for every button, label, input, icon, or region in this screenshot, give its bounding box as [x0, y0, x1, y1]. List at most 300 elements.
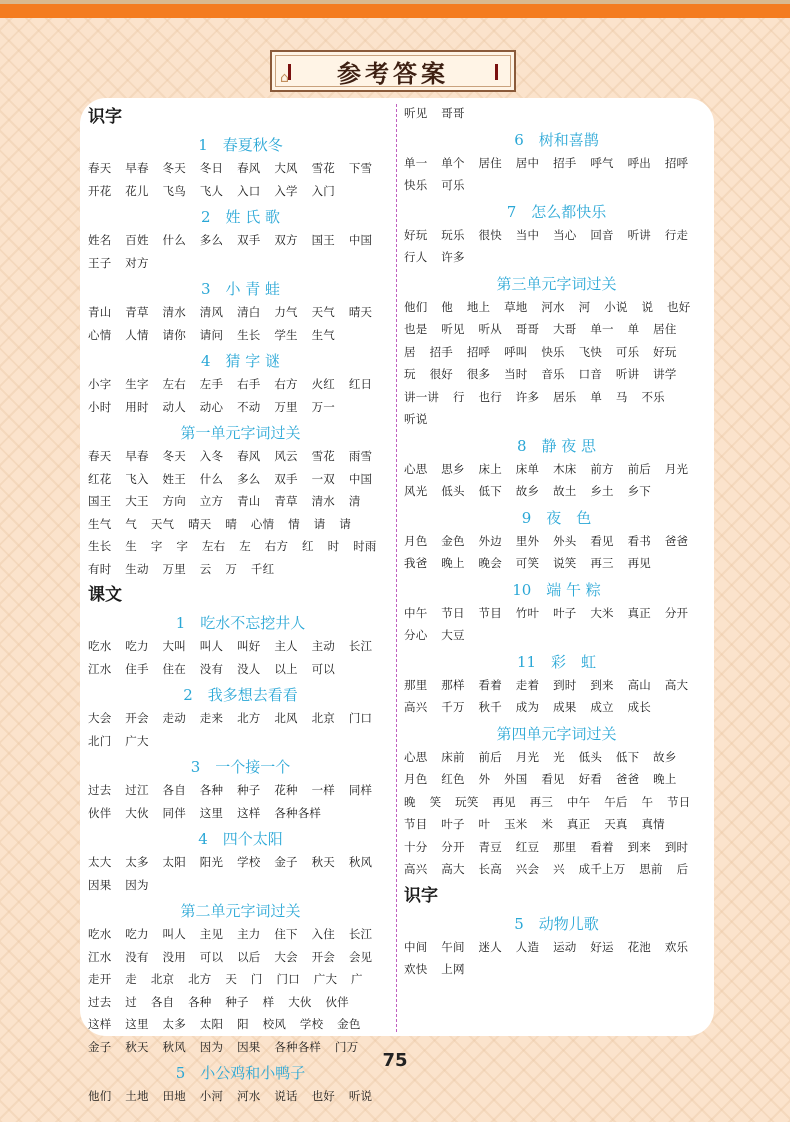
word-item: 前后 — [478, 749, 502, 764]
word-item: 红豆 — [515, 839, 540, 854]
word-item: 立方 — [199, 494, 224, 508]
word-item: 同伴 — [162, 805, 186, 820]
word-item: 风云 — [274, 449, 298, 463]
word-item: 十分 — [404, 839, 428, 854]
word-item: 大叫 — [162, 639, 186, 653]
word-item: 没用 — [162, 949, 186, 964]
word-item: 上网 — [441, 962, 465, 976]
word-item: 万里 — [274, 399, 298, 414]
word-item: 分开 — [664, 605, 689, 620]
word-item: 爸爸 — [615, 772, 640, 786]
word-item: 开花 — [88, 183, 112, 198]
word-item: 飞入 — [125, 471, 149, 486]
word-item: 故乡 — [515, 484, 540, 498]
lesson-title: 8 静 夜 思 — [516, 436, 597, 455]
word-item: 大风 — [274, 161, 298, 175]
word-item: 入冬 — [199, 449, 224, 463]
word-item: 左右 — [162, 377, 186, 391]
word-item: 北风 — [274, 711, 298, 725]
word-item: 各种 — [199, 783, 224, 797]
word-item: 伙伴 — [88, 805, 112, 820]
lesson-title: 3 小 青 蛙 — [200, 280, 281, 298]
word-item: 大豆 — [441, 628, 465, 642]
word-item: 招手 — [429, 344, 453, 359]
word-item: 多么 — [199, 233, 224, 247]
word-item: 外国 — [504, 772, 528, 786]
word-item: 许多 — [515, 389, 540, 404]
word-item: 走着 — [515, 677, 540, 692]
word-item: 过 — [125, 994, 137, 1009]
word-item: 故土 — [553, 484, 577, 498]
lesson-title: 11 彩 虹 — [516, 652, 597, 671]
word-item: 对方 — [125, 255, 149, 270]
word-item: 冬天 — [162, 449, 186, 463]
word-item: 玩乐 — [441, 227, 465, 242]
word-list — [404, 936, 709, 981]
word-item: 床前 — [441, 749, 465, 764]
word-item: 金色 — [337, 1017, 361, 1031]
word-list — [404, 224, 709, 269]
word-item: 床上 — [478, 461, 502, 476]
word-item: 同样 — [348, 783, 373, 797]
word-item: 一样 — [311, 783, 335, 797]
word-item: 小河 — [199, 1089, 224, 1103]
word-item: 成千上万 — [578, 862, 626, 876]
word-list — [88, 229, 393, 274]
lesson-title: 9 夜 色 — [521, 508, 592, 527]
word-item: 中午 — [404, 605, 428, 620]
word-item: 看着 — [478, 677, 502, 692]
lesson-title: 第三单元字词过关 — [496, 274, 617, 293]
word-item: 人造 — [515, 939, 540, 954]
word-item: 爸爸 — [664, 533, 689, 548]
word-item: 门口 — [276, 972, 300, 986]
word-item: 红花 — [88, 471, 112, 486]
word-item: 花池 — [627, 939, 651, 954]
word-item: 有时 — [88, 561, 112, 576]
word-item: 青草 — [274, 494, 298, 508]
word-item: 太多 — [125, 855, 149, 869]
word-item: 生字 — [125, 377, 149, 391]
word-item: 哥哥 — [441, 106, 465, 120]
left-column — [88, 102, 393, 1108]
word-item: 各种各样 — [274, 1039, 322, 1054]
word-item: 单个 — [441, 155, 465, 170]
word-item: 春天 — [88, 161, 112, 175]
word-item: 高兴 — [404, 700, 428, 714]
word-item: 低头 — [441, 484, 465, 498]
word-item: 看着 — [590, 839, 614, 854]
word-item: 听见 — [404, 106, 428, 120]
word-item: 土地 — [125, 1089, 149, 1103]
word-list — [404, 458, 709, 503]
lesson-title: 2 姓 氏 歌 — [200, 208, 281, 226]
word-item: 里外 — [515, 533, 540, 548]
word-item: 秋千 — [478, 700, 502, 714]
word-item: 到来 — [590, 677, 614, 692]
page-number: 75 — [382, 1050, 408, 1071]
word-item: 北京 — [150, 972, 175, 986]
word-item: 快乐 — [404, 178, 428, 192]
word-item: 情 — [288, 516, 300, 531]
word-item: 可笑 — [515, 556, 540, 570]
word-item: 开会 — [311, 949, 335, 964]
word-item: 秋天 — [125, 1039, 149, 1054]
word-item: 大会 — [88, 711, 112, 725]
word-item: 主力 — [237, 927, 261, 941]
word-list — [404, 102, 709, 125]
word-list — [88, 635, 393, 680]
word-item: 秋风 — [162, 1039, 186, 1054]
lesson-title: 5 动物儿歌 — [514, 914, 599, 933]
word-item: 王子 — [88, 255, 112, 270]
word-item: 校风 — [262, 1017, 287, 1031]
section-heading: 课文 — [88, 585, 122, 605]
word-item: 没有 — [199, 661, 224, 676]
word-item: 吃水 — [88, 639, 112, 653]
word-item: 生长 — [237, 327, 261, 342]
lesson-title: 4 猜 字 谜 — [200, 352, 281, 370]
word-item: 字 — [176, 539, 189, 553]
word-item: 低下 — [615, 749, 640, 764]
word-item: 过去 — [88, 994, 112, 1009]
word-item: 成为 — [515, 700, 540, 714]
word-item: 叫人 — [162, 927, 186, 941]
word-item: 走开 — [88, 972, 112, 986]
word-item: 春风 — [237, 449, 261, 463]
word-item: 很快 — [478, 227, 502, 242]
word-item: 用时 — [125, 399, 149, 414]
word-item: 可以 — [199, 949, 224, 964]
word-item: 可乐 — [441, 178, 465, 192]
word-item: 行人 — [404, 250, 428, 264]
banner-right-mark — [495, 64, 498, 80]
word-item: 这里 — [125, 1017, 149, 1031]
word-item: 大会 — [274, 949, 298, 964]
word-item: 分开 — [441, 839, 465, 854]
word-item: 气 — [125, 516, 137, 531]
word-item: 不动 — [237, 399, 261, 414]
title-banner — [270, 50, 516, 92]
lesson-title: 1 吃水不忘挖井人 — [175, 614, 306, 632]
word-item: 金色 — [441, 533, 465, 548]
word-item: 早春 — [125, 449, 149, 463]
word-item: 听说 — [404, 412, 428, 426]
word-item: 入住 — [311, 927, 335, 941]
word-item: 单 — [627, 322, 640, 336]
word-item: 也是 — [404, 322, 428, 336]
word-item: 金子 — [88, 1039, 112, 1054]
word-item: 中国 — [348, 233, 373, 247]
word-item: 清 — [348, 494, 361, 508]
word-item: 呼出 — [627, 155, 651, 170]
word-item: 伙伴 — [325, 994, 349, 1009]
lesson-title: 3 一个接一个 — [190, 758, 291, 776]
word-item: 快乐 — [541, 344, 565, 359]
word-item: 主动 — [311, 639, 335, 653]
word-list — [88, 779, 393, 824]
word-item: 走动 — [162, 711, 186, 725]
word-item: 兴 — [553, 862, 565, 876]
word-item: 万里 — [162, 561, 186, 576]
word-item: 会见 — [348, 949, 373, 964]
word-item: 走来 — [199, 711, 224, 725]
word-item: 河 — [578, 299, 591, 314]
word-item: 笑 — [429, 794, 442, 809]
word-item: 学校 — [299, 1017, 324, 1031]
word-item: 好看 — [578, 772, 603, 786]
word-item: 单 — [590, 389, 603, 404]
section-heading: 识字 — [404, 885, 438, 906]
word-item: 走 — [125, 972, 137, 986]
word-list — [404, 152, 709, 197]
word-item: 外 — [478, 772, 491, 786]
word-item: 阳光 — [199, 855, 224, 869]
word-item: 青豆 — [478, 839, 502, 854]
word-item: 迷人 — [478, 939, 502, 954]
word-item: 动心 — [199, 399, 224, 414]
word-item: 真情 — [641, 817, 665, 831]
word-item: 听讲 — [615, 367, 640, 381]
word-item: 大哥 — [553, 322, 577, 336]
word-item: 双手 — [237, 233, 261, 247]
lesson-title: 10 端 午 粽 — [512, 580, 601, 599]
word-item: 心思 — [404, 749, 428, 764]
word-item: 各自 — [162, 783, 186, 797]
word-item: 说话 — [274, 1089, 298, 1103]
section-heading: 识字 — [88, 107, 122, 127]
word-item: 他 — [441, 299, 453, 314]
word-item: 江水 — [88, 661, 112, 676]
word-item: 字 — [150, 539, 163, 553]
word-item: 说笑 — [553, 556, 577, 570]
word-item: 当心 — [553, 227, 577, 242]
word-item: 天气 — [150, 516, 175, 531]
word-item: 学生 — [274, 327, 298, 342]
word-item: 花种 — [274, 783, 298, 797]
word-item: 清水 — [162, 305, 186, 319]
word-item: 风光 — [404, 484, 428, 498]
word-item: 他们 — [404, 299, 428, 314]
word-item: 到时 — [664, 839, 689, 854]
word-item: 再三 — [529, 794, 554, 809]
word-item: 万 — [225, 561, 238, 576]
word-item: 请你 — [162, 327, 186, 342]
word-item: 住下 — [274, 927, 298, 941]
word-item: 因果 — [237, 1039, 261, 1054]
word-item: 居住 — [653, 322, 677, 336]
word-item: 清风 — [199, 305, 224, 319]
word-item: 米 — [541, 817, 554, 831]
lesson-title: 2 我多想去看看 — [183, 686, 298, 704]
word-item: 左右 — [201, 539, 226, 553]
word-item: 秋天 — [311, 855, 335, 869]
word-item: 晚会 — [478, 556, 502, 570]
word-item: 广大 — [313, 972, 338, 986]
word-list — [404, 296, 709, 431]
word-item: 广大 — [125, 733, 149, 748]
word-list — [88, 1085, 393, 1108]
lesson-title: 4 四个太阳 — [198, 830, 283, 848]
word-item: 河水 — [541, 299, 565, 314]
word-item: 竹叶 — [515, 605, 540, 620]
word-item: 大米 — [590, 605, 614, 620]
word-item: 大伙 — [125, 805, 149, 820]
word-item: 小字 — [88, 377, 112, 391]
word-item: 样 — [262, 994, 275, 1009]
word-item: 分心 — [404, 628, 428, 642]
word-item: 门口 — [348, 711, 373, 725]
word-item: 草地 — [504, 299, 528, 314]
word-item: 成立 — [590, 700, 614, 714]
word-item: 天气 — [311, 305, 335, 319]
word-item: 没人 — [237, 661, 261, 676]
word-item: 青山 — [88, 305, 112, 319]
word-item: 当中 — [515, 227, 540, 242]
word-item: 听从 — [478, 322, 502, 336]
word-item: 左手 — [199, 377, 224, 391]
word-item: 双手 — [274, 471, 298, 486]
word-item: 节日 — [441, 605, 465, 620]
word-item: 月光 — [664, 461, 689, 476]
word-item: 叫好 — [237, 639, 261, 653]
word-item: 午后 — [604, 794, 628, 809]
word-item: 行走 — [664, 227, 689, 242]
top-decor-strip — [0, 0, 790, 4]
word-item: 天真 — [604, 817, 628, 831]
house-icon: ⌂ — [280, 70, 289, 86]
word-item: 天 — [225, 972, 238, 986]
word-item: 也行 — [478, 389, 502, 404]
word-item: 请 — [313, 516, 326, 531]
word-item: 运动 — [553, 939, 577, 954]
word-item: 这样 — [237, 805, 261, 820]
word-item: 那里 — [553, 839, 577, 854]
word-item: 月光 — [515, 749, 540, 764]
word-item: 国王 — [311, 233, 335, 247]
word-item: 青山 — [237, 494, 261, 508]
word-item: 呼气 — [590, 155, 614, 170]
word-item: 回音 — [590, 227, 614, 242]
word-item: 这样 — [88, 1017, 112, 1031]
word-item: 花儿 — [125, 183, 149, 198]
word-item: 红日 — [348, 377, 373, 391]
word-item: 万一 — [311, 399, 335, 414]
word-item: 看见 — [541, 772, 565, 786]
word-item: 各种 — [188, 994, 212, 1009]
word-item: 金子 — [274, 855, 298, 869]
word-item: 哥哥 — [515, 322, 540, 336]
lesson-title: 1 春夏秋冬 — [198, 136, 283, 154]
lesson-title: 7 怎么都快乐 — [506, 202, 607, 221]
word-item: 因果 — [88, 877, 112, 892]
word-item: 雪花 — [311, 449, 335, 463]
word-item: 兴会 — [515, 862, 540, 876]
word-item: 过江 — [125, 783, 149, 797]
word-item: 乡土 — [590, 484, 614, 498]
word-item: 高山 — [627, 677, 651, 692]
word-item: 开会 — [125, 711, 149, 725]
word-item: 长高 — [478, 862, 502, 876]
word-item: 早春 — [125, 161, 149, 175]
word-item: 讲学 — [653, 367, 677, 381]
word-item: 过去 — [88, 783, 112, 797]
word-item: 北方 — [188, 972, 212, 986]
word-item: 叶子 — [553, 605, 577, 620]
word-item: 吃水 — [88, 927, 112, 941]
word-item: 听讲 — [627, 227, 651, 242]
word-item: 玩笑 — [455, 794, 479, 809]
word-item: 飞鸟 — [162, 183, 186, 198]
word-item: 前方 — [590, 461, 614, 476]
word-item: 可以 — [311, 661, 335, 676]
word-list — [88, 445, 393, 580]
word-item: 长江 — [348, 927, 373, 941]
word-item: 入学 — [274, 183, 298, 198]
word-item: 低下 — [478, 484, 502, 498]
word-item: 姓名 — [88, 233, 112, 247]
word-item: 晚上 — [653, 772, 677, 786]
word-item: 午间 — [441, 939, 465, 954]
word-item: 那样 — [441, 677, 465, 692]
word-item: 飞快 — [578, 344, 603, 359]
word-item: 太阳 — [162, 855, 186, 869]
word-item: 千万 — [441, 700, 465, 714]
word-item: 生气 — [311, 327, 335, 342]
word-item: 不乐 — [641, 389, 665, 404]
word-item: 到时 — [553, 677, 577, 692]
word-list — [404, 746, 709, 881]
word-item: 单一 — [590, 322, 614, 336]
word-item: 成果 — [553, 700, 577, 714]
word-item: 门万 — [335, 1039, 359, 1054]
lesson-title: 第一单元字词过关 — [180, 424, 301, 442]
word-list — [88, 851, 393, 896]
word-item: 动人 — [162, 399, 186, 414]
word-item: 北京 — [311, 711, 335, 725]
word-item: 人情 — [125, 327, 149, 342]
word-item: 入门 — [311, 183, 335, 198]
word-item: 各种各样 — [274, 805, 322, 820]
word-item: 中午 — [566, 794, 591, 809]
word-item: 吃力 — [125, 639, 149, 653]
lesson-title: 第四单元字词过关 — [496, 724, 617, 743]
word-item: 乡下 — [627, 484, 651, 498]
word-item: 那里 — [404, 677, 428, 692]
word-item: 生长 — [88, 539, 112, 553]
word-item: 长江 — [348, 639, 373, 653]
word-item: 中国 — [348, 471, 373, 486]
word-item: 招呼 — [664, 155, 689, 170]
word-item: 欢快 — [404, 962, 428, 976]
word-item: 各自 — [150, 994, 175, 1009]
word-item: 节目 — [478, 605, 502, 620]
word-item: 住在 — [162, 661, 186, 676]
word-item: 口音 — [578, 367, 603, 381]
word-item: 木床 — [553, 461, 577, 476]
word-item: 种子 — [237, 783, 261, 797]
word-item: 云 — [199, 561, 212, 576]
word-item: 真正 — [566, 817, 591, 831]
word-item: 生动 — [125, 561, 149, 576]
word-item: 什么 — [162, 233, 186, 247]
page-title: 参考答案 — [337, 59, 449, 88]
word-item: 因为 — [199, 1039, 224, 1054]
word-list — [88, 707, 393, 752]
word-item: 姓王 — [162, 471, 186, 486]
word-item: 清白 — [237, 305, 261, 319]
word-item: 阳 — [237, 1017, 249, 1031]
